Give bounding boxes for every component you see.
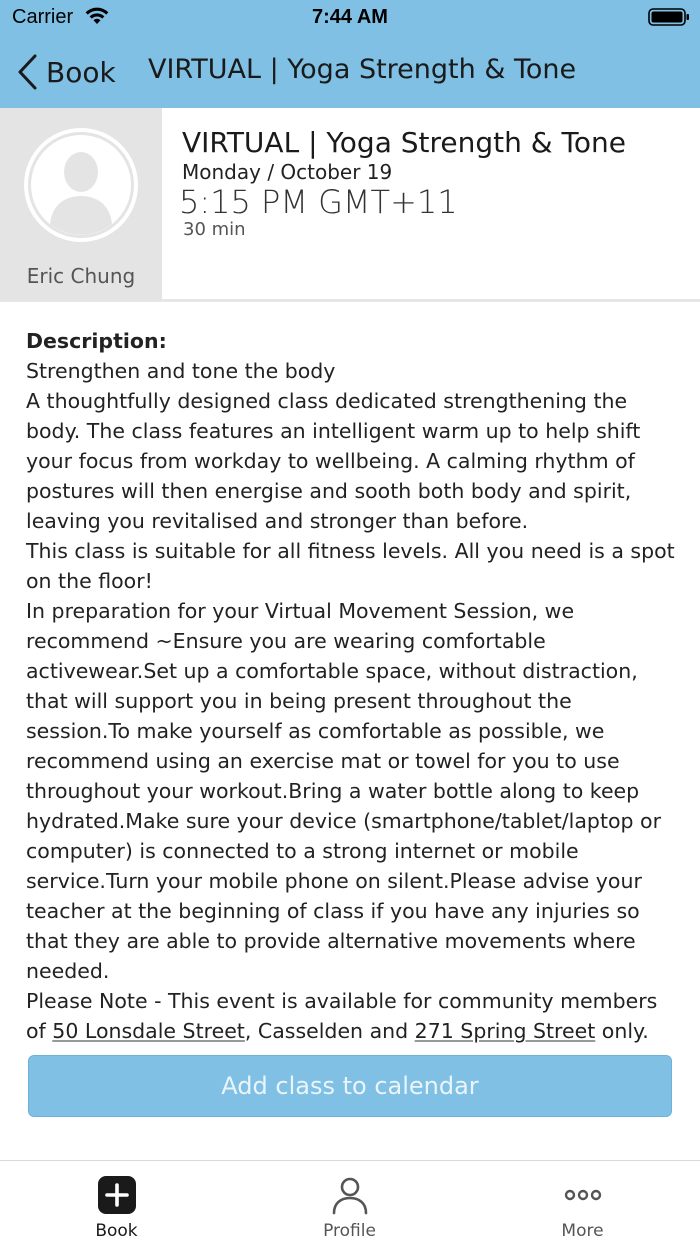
nav-bar	[0, 40, 700, 104]
back-button[interactable]	[16, 50, 116, 94]
tab-book[interactable]	[0, 1161, 233, 1244]
class-time: 5:15 PM GMT+11	[179, 183, 458, 221]
note-middle: , Casselden and	[244, 1019, 415, 1043]
tab-book-label: Book	[95, 1221, 138, 1241]
location-link-spring[interactable]: 271 Spring Street	[414, 1019, 596, 1043]
location-link-lonsdale[interactable]: 50 Lonsdale Street	[52, 1019, 245, 1043]
tab-profile-label: Profile	[323, 1221, 376, 1241]
instructor-card[interactable]	[0, 108, 162, 299]
tab-more-label: More	[561, 1221, 604, 1241]
plus-square-icon	[97, 1175, 137, 1215]
battery-icon	[648, 8, 690, 26]
note-prefix: Please Note - This event is available for community members of	[26, 989, 658, 1043]
class-duration: 30 min	[183, 219, 246, 240]
description	[26, 326, 678, 1046]
description-heading: Description:	[26, 329, 167, 353]
note-suffix: only.	[595, 1019, 649, 1043]
availability-note	[26, 986, 678, 1046]
class-date: Monday / October 19	[182, 160, 393, 184]
description-paragraph: In preparation for your Virtual Movement Session, we recommend ~Ensure you are wearing comfortable activewear.Set up a comfortable space, without distraction, that will support you in being present throughout the session.To make yourself as comfortable as possible, we recommend using an exercise mat or towel for you to use throughout your workout.Bring a water bottle along to keep hydrated.Make sure your device (smartphone/tablet/laptop or computer) is connected to a strong internet or mobile service.Turn your mobile phone on silent.Please advise your teacher at the beginning of class if you have any injuries so that they are able to provide alternative movements where needed.	[26, 599, 662, 983]
tab-more[interactable]	[466, 1161, 699, 1244]
description-paragraph: A thoughtfully designed class dedicated strengthening the body. The class features an intelligent warm up to help shift your focus from workday to wellbeing. A calming rhythm of postures will then energise and sooth both body and spirit, leaving you revitalised and stronger than before.	[26, 389, 641, 533]
tab-profile[interactable]	[233, 1161, 466, 1244]
status-bar	[0, 0, 700, 36]
description-paragraph: This class is suitable for all fitness levels. All you need is a spot on the floor!	[26, 539, 675, 593]
ellipsis-icon	[563, 1175, 603, 1215]
class-title: VIRTUAL | Yoga Strength & Tone	[182, 126, 626, 159]
add-to-calendar-button[interactable]: Add class to calendar	[28, 1055, 672, 1117]
class-header	[0, 108, 700, 302]
status-time: 7:44 AM	[312, 6, 388, 28]
chevron-left-icon	[16, 53, 38, 91]
back-label: Book	[46, 55, 116, 89]
instructor-name: Eric Chung	[26, 264, 136, 288]
person-icon	[330, 1175, 370, 1215]
description-paragraph: Strengthen and tone the body	[26, 359, 336, 383]
top-bar	[0, 0, 700, 108]
avatar-placeholder-icon	[22, 126, 140, 244]
nav-title: VIRTUAL | Yoga Strength & Tone	[148, 54, 577, 85]
carrier-label: Carrier	[12, 6, 74, 28]
class-info	[179, 126, 626, 240]
tab-bar	[0, 1160, 700, 1244]
